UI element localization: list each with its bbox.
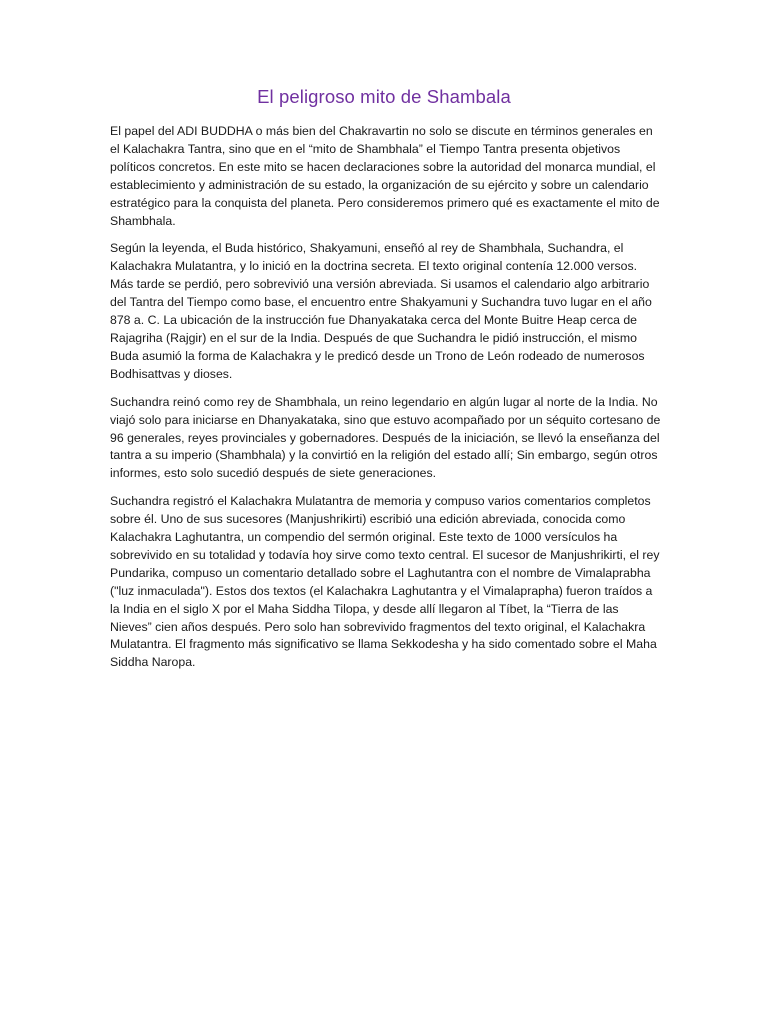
paragraph-2: Según la leyenda, el Buda histórico, Shakyamuni, enseñó al rey de Shambhala, Suchandra, el Kalachakra Mulatantra, y lo inició en la doctrina secreta. El texto original contenía 12.000 versos. Más tarde se perdió, pero sobrevivió una versión abreviada. Si usamos el calendario algo arbitrario del Tantra del Tiempo como base, el encuentro entre Shakyamuni y Suchandra tuvo lugar en el año 878 a. C. La ubicación de la instrucción fue Dhanyakataka cerca del Monte Buitre Heap cerca de Rajagriha (Rajgir) en el sur de la India. Después de que Suchandra le pidió instrucción, el mismo Buda asumió la forma de Kalachakra y le predicó desde un Trono de León rodeado de numerosos Bodhisattvas y dioses. [110,241,652,381]
paragraph-3: Suchandra reinó como rey de Shambhala, un reino legendario en algún lugar al norte de la India. No viajó solo para iniciarse en Dhanyakataka, sino que estuvo acompañado por un séquito cortesano de 96 generales, reyes provinciales y gobernadores. Después de la iniciación, se llevó la enseñanza del tantra a su imperio (Shambhala) y la convirtió en la religión del estado allí; Sin embargo, según otros informes, esto solo sucedió después de siete generaciones. [110,394,661,481]
paragraph-4: Suchandra registró el Kalachakra Mulatantra de memoria y compuso varios comentarios completos sobre él. Uno de sus sucesores (Manjushrikirti) escribió una edición abreviada, conocida como Kalachakra Laghutantra, un compendio del sermón original. Este texto de 1000 versículos ha sobrevivido en su totalidad y todavía hoy sirve como texto central. El sucesor de Manjushrikirti, el rey Pundarika, compuso un comentario detallado sobre el Laghutantra con el nombre de Vimalaprabha ("luz inmaculada"). Estos dos textos (el Kalachakra Laghutantra y el Vimalaprapha) fueron traídos a la India en el siglo X por el Maha Siddha Tilopa, y desde allí llegaron al Tíbet, la “Tierra de las Nieves” cien años después. Pero solo han sobrevivido fragmentos del texto original, el Kalachakra Mulatantra. El fragmento más significativo se llama Sekkodesha y ha sido comentado sobre el Maha Siddha Naropa. [110,494,660,670]
paragraph-1: El papel del ADI BUDDHA o más bien del Chakravartin no solo se discute en términos generales en el Kalachakra Tantra, sino que en el “mito de Shambhala” el Tiempo Tantra presenta objetivos políticos concretos. En este mito se hacen declaraciones sobre la autoridad del monarca mundial, el establecimiento y administración de su estado, la organización de su ejército y sobre un calendario estratégico para la conquista del planeta. Pero consideremos primero qué es exactamente el mito de Shambhala. [110,124,660,228]
document-body [110,123,662,682]
document-title: El peligroso mito de Shambala [257,86,511,107]
